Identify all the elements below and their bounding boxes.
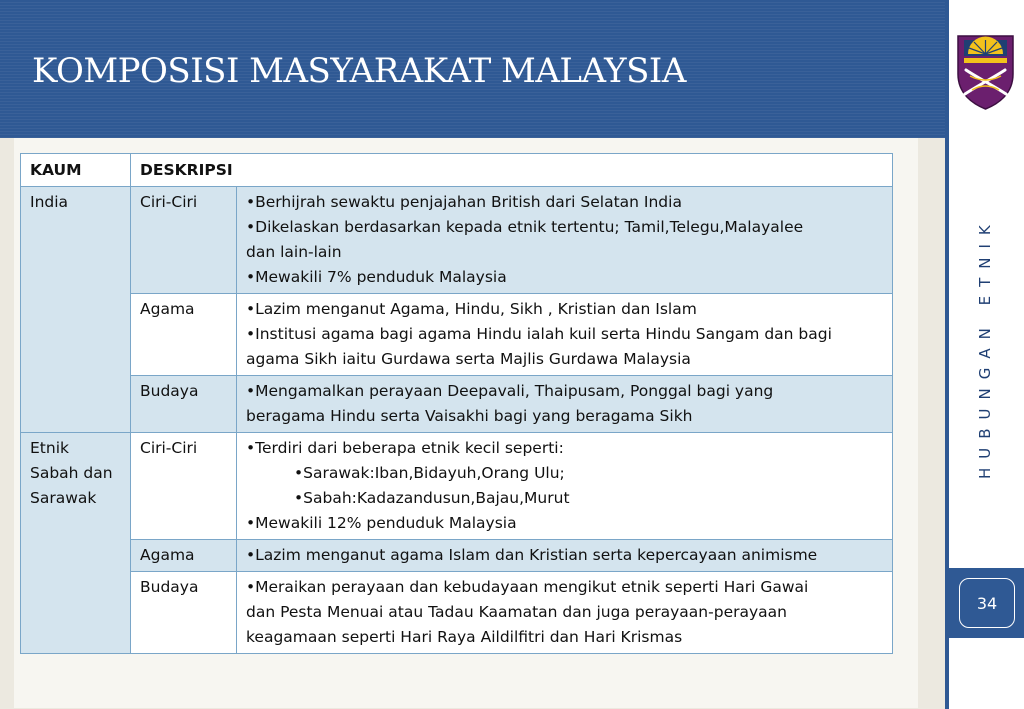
aspek-cell: Agama bbox=[131, 294, 237, 376]
deskripsi-cell bbox=[237, 187, 893, 294]
table-row bbox=[21, 294, 893, 376]
aspek-cell: Budaya bbox=[131, 572, 237, 654]
deskripsi-line: •Lazim menganut Agama, Hindu, Sikh , Kristian dan Islam bbox=[246, 300, 697, 318]
deskripsi-line: •Terdiri dari beberapa etnik kecil seperti: bbox=[246, 439, 564, 457]
ethnic-composition-table bbox=[20, 153, 893, 654]
table-row bbox=[21, 433, 893, 540]
page-number: 34 bbox=[959, 578, 1015, 628]
deskripsi-line: •Institusi agama bagi agama Hindu ialah kuil serta Hindu Sangam dan bagi bbox=[246, 325, 832, 343]
side-label-hubungan-etnik: HUBUNGAN ETNIK bbox=[976, 216, 994, 479]
kaum-label: Sarawak bbox=[30, 489, 97, 507]
kaum-label: Etnik bbox=[30, 439, 69, 457]
deskripsi-cell bbox=[237, 433, 893, 540]
table-header-row bbox=[21, 154, 893, 187]
aspek-cell: Ciri-Ciri bbox=[131, 187, 237, 294]
table-row bbox=[21, 572, 893, 654]
deskripsi-cell bbox=[237, 540, 893, 572]
table-row bbox=[21, 187, 893, 294]
header-deskripsi: DESKRIPSI bbox=[131, 154, 893, 187]
logo-shield-icon bbox=[954, 34, 1017, 110]
university-logo-icon bbox=[954, 34, 1017, 110]
deskripsi-cell bbox=[237, 572, 893, 654]
aspek-cell: Budaya bbox=[131, 376, 237, 433]
table-row bbox=[21, 540, 893, 572]
kaum-cell bbox=[21, 187, 131, 433]
deskripsi-cell bbox=[237, 294, 893, 376]
deskripsi-line: agama Sikh iaitu Gurdawa serta Majlis Gurdawa Malaysia bbox=[246, 350, 691, 368]
deskripsi-line: •Dikelaskan berdasarkan kepada etnik tertentu; Tamil,Telegu,Malayalee bbox=[246, 218, 804, 236]
deskripsi-line: •Sarawak:Iban,Bidayuh,Orang Ulu; bbox=[294, 464, 565, 482]
kaum-label: India bbox=[30, 193, 69, 211]
deskripsi-line: dan Pesta Menuai atau Tadau Kaamatan dan juga perayaan-perayaan bbox=[246, 603, 787, 621]
table-row bbox=[21, 376, 893, 433]
deskripsi-line: •Mengamalkan perayaan Deepavali, Thaipusam, Ponggal bagi yang bbox=[246, 382, 774, 400]
deskripsi-line: dan lain-lain bbox=[246, 243, 342, 261]
slide-title: KOMPOSISI MASYARAKAT MALAYSIA bbox=[32, 51, 686, 91]
deskripsi-line: •Sabah:Kadazandusun,Bajau,Murut bbox=[294, 489, 570, 507]
deskripsi-line: •Mewakili 12% penduduk Malaysia bbox=[246, 514, 517, 532]
aspek-cell: Ciri-Ciri bbox=[131, 433, 237, 540]
deskripsi-line: •Meraikan perayaan dan kebudayaan mengikut etnik seperti Hari Gawai bbox=[246, 578, 809, 596]
aspek-cell: Agama bbox=[131, 540, 237, 572]
header-kaum: KAUM bbox=[21, 154, 131, 187]
deskripsi-line: keagamaan seperti Hari Raya Aildilfitri dan Hari Krismas bbox=[246, 628, 683, 646]
deskripsi-line: •Mewakili 7% penduduk Malaysia bbox=[246, 268, 507, 286]
deskripsi-line: •Berhijrah sewaktu penjajahan British dari Selatan India bbox=[246, 193, 682, 211]
deskripsi-line: beragama Hindu serta Vaisakhi bagi yang beragama Sikh bbox=[246, 407, 693, 425]
kaum-label: Sabah dan bbox=[30, 464, 113, 482]
deskripsi-cell bbox=[237, 376, 893, 433]
deskripsi-line: •Lazim menganut agama Islam dan Kristian serta kepercayaan animisme bbox=[246, 546, 818, 564]
kaum-cell bbox=[21, 433, 131, 654]
